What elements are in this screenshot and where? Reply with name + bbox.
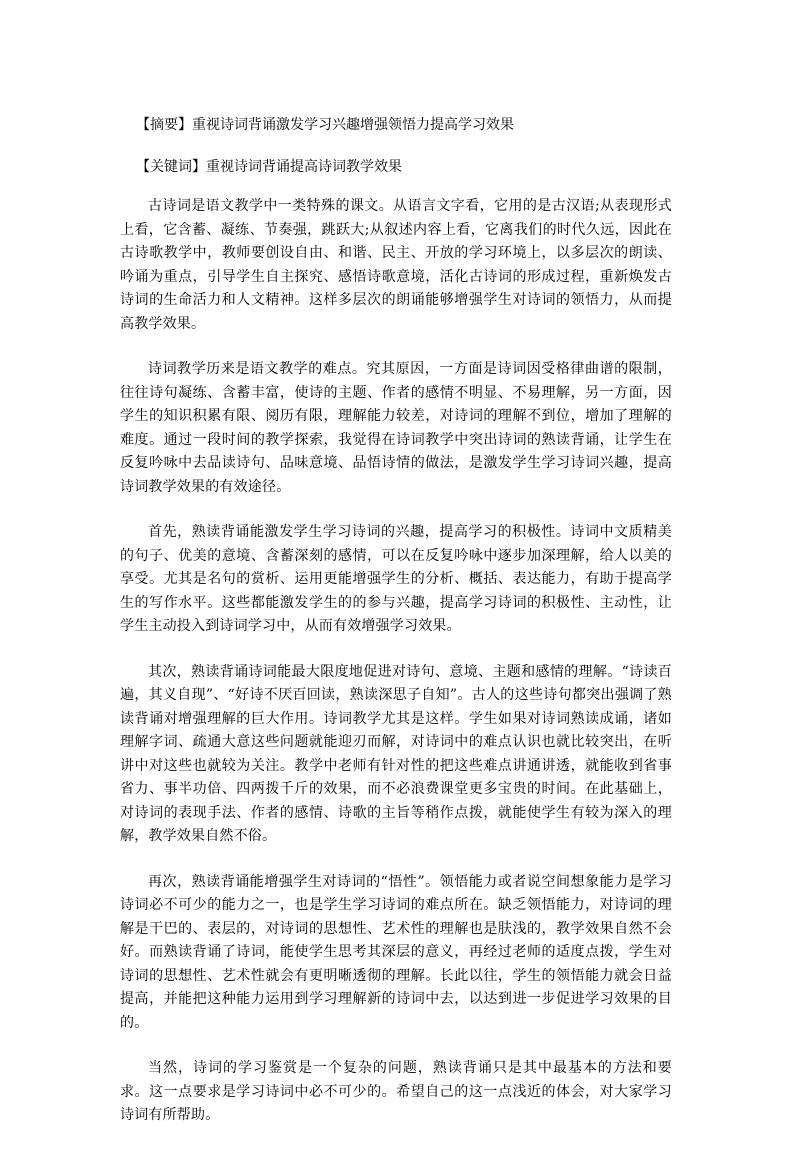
abstract-line: 【摘要】重视诗词背诵激发学习兴趣增强领悟力提高学习效果 xyxy=(136,117,514,133)
body-paragraph: 其次，熟读背诵诗词能最大限度地促进对诗句、意境、主题和感情的理解。“诗读百遍，其义自现”、“好诗不厌百回读，熟读深思子自知”。古人的这些诗句都突出强调了熟读背诵对增强理解的巨大作用。诗词教学尤其是这样。学生如果对诗词熟读成诵，诸如理解字词、疏通大意这些问题就能迎刃而解，对诗词中的难点认识也就比较突出，在听讲中对这些也就较为关注。教学中老师有针对性的把这些难点讲通讲透，就能收到省事省力、事半功倍、四两拨千斤的效果，而不必浪费课堂更多宝贵的时间。在此基础上，对诗词的表现手法、作者的感情、诗歌的主旨等稍作点拨，就能使学生有较为深入的理解，教学效果自然不俗。 xyxy=(120,663,672,844)
body-paragraph: 首先，熟读背诵能激发学生学习诗词的兴趣，提高学习的积极性。诗词中文质精美的句子、优美的意境、含蓄深刻的感情，可以在反复吟咏中逐步加深理解，给人以美的享受。尤其是名句的赏析、运用更能增强学生的分析、概括、表达能力，有助于提高学生的写作水平。这些都能激发学生的的参与兴趣，提高学习诗词的积极性、主动性，让学生主动投入到诗词学习中，从而有效增强学习效果。 xyxy=(120,524,672,634)
body-paragraph: 当然，诗词的学习鉴赏是一个复杂的问题，熟读背诵只是其中最基本的方法和要求。这一点要求是学习诗词中必不可少的。希望自己的这一点浅近的体会，对大家学习诗词有所帮助。 xyxy=(120,1060,672,1123)
document-page xyxy=(120,113,672,1150)
keywords-line: 【关键词】重视诗词背诵提高诗词教学效果 xyxy=(136,159,402,175)
body-paragraph: 诗词教学历来是语文教学的难点。究其原因，一方面是诗词因受格律曲谱的限制，往往诗句凝练、含蓄丰富，使诗的主题、作者的感情不明显、不易理解，另一方面，因学生的知识积累有限、阅历有限，理解能力较差，对诗词的理解不到位，增加了理解的难度。通过一段时间的教学探索，我觉得在诗词教学中突出诗词的熟读背诵，让学生在反复吟咏中去品读诗句、品味意境、品悟诗情的做法，是激发学生学习诗词兴趣，提高诗词教学效果的有效途径。 xyxy=(120,361,672,495)
body-paragraph: 再次，熟读背诵能增强学生对诗词的“悟性”。领悟能力或者说空间想象能力是学习诗词必不可少的能力之一，也是学生学习诗词的难点所在。缺乏领悟能力，对诗词的理解是干巴的、表层的，对诗词的思想性、艺术性的理解也是肤浅的，教学效果自然不会好。而熟读背诵了诗词，能使学生思考其深层的意义，再经过老师的适度点拨，学生对诗词的思想性、艺术性就会有更明晰透彻的理解。长此以往，学生的领悟能力就会日益提高，并能把这种能力运用到学习理解新的诗词中去，以达到进一步促进学习效果的目的。 xyxy=(120,873,672,1031)
body-paragraph: 古诗词是语文教学中一类特殊的课文。从语言文字看，它用的是古汉语;从表现形式上看，它含蓄、凝练、节奏强，跳跃大;从叙述内容上看，它离我们的时代久远，因此在古诗歌教学中，教师要创设自由、和谐、民主、开放的学习环境上，以多层次的朗读、吟诵为重点，引导学生自主探究、感悟诗歌意境，活化古诗词的形成过程，重新焕发古诗词的生命活力和人文精神。这样多层次的朗诵能够增强学生对诗词的领悟力，从而提高教学效果。 xyxy=(120,198,672,332)
